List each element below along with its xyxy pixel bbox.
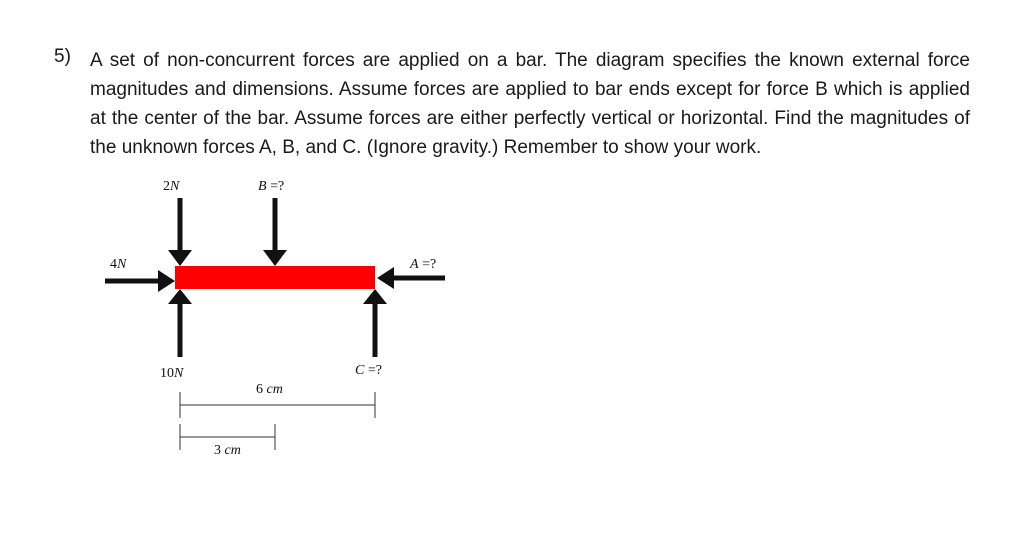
label-b: B =? bbox=[258, 179, 285, 194]
question-text: A set of non-concurrent forces are applied on a bar. The diagram specifies the known external force magnitudes and dimensions. Assume forces are applied to bar ends except for force B which is applied at the center of the bar. Assume forces are either perfectly vertical or horizontal. Find the magnitudes of the unknown forces A, B, and C. (Ignore gravity.) Remember to show your work. bbox=[90, 50, 970, 158]
label-2n: 2N bbox=[163, 179, 180, 194]
force-b-arrow bbox=[263, 198, 287, 266]
question-number: 5) bbox=[54, 46, 71, 67]
label-c: C =? bbox=[355, 363, 382, 378]
force-10n-arrow bbox=[168, 289, 192, 357]
label-a: A =? bbox=[410, 257, 437, 272]
force-c-arrow bbox=[363, 289, 387, 357]
force-4n-arrow bbox=[105, 270, 175, 292]
dimension-full-label: 6 cm bbox=[256, 382, 283, 397]
label-10n: 10N bbox=[160, 366, 184, 381]
bar bbox=[175, 266, 375, 289]
dimension-half-label: 3 cm bbox=[214, 443, 241, 458]
label-4n: 4N bbox=[110, 257, 127, 272]
force-2n-arrow bbox=[168, 198, 192, 266]
